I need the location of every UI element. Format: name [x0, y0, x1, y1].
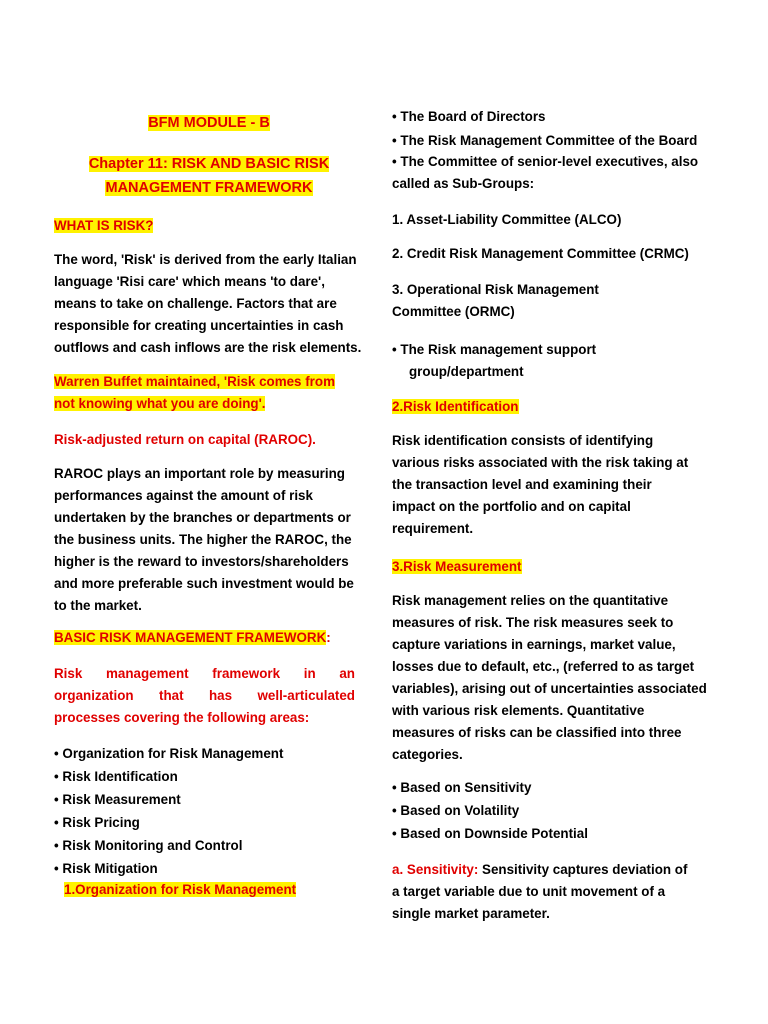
categories-list: [392, 777, 588, 846]
chapter-title: Chapter 11: RISK AND BASIC RISK MANAGEMENT FRAMEWORK: [88, 156, 330, 196]
what-is-risk-heading: WHAT IS RISK?: [54, 218, 154, 233]
board-list: [392, 106, 722, 174]
measure-paragraph: Risk management relies on the quantitative measures of risk. The risk measures seek to capture variations in earnings, market value, losses due to default, etc., (referred to as target variables), arising out of uncertainties associated with various risk elements. Quantitative measures of risks can be classified into three categories.: [392, 593, 707, 762]
list-item: • Based on Sensitivity: [392, 777, 588, 800]
ident-heading: 2.Risk Identification: [392, 399, 519, 414]
list-item: • Risk Measurement: [54, 789, 283, 812]
list-item: • Risk Pricing: [54, 812, 283, 835]
framework-paragraph: Risk management framework in an organization that has well-articulated processes covering the following areas:: [54, 666, 355, 725]
raroc-heading: Risk-adjusted return on capital (RAROC).: [54, 432, 316, 447]
committee-ormc: 3. Operational Risk Management Committee (ORMC): [392, 282, 599, 319]
sensitivity-paragraph: a. Sensitivity: Sensitivity captures deviation of a target variable due to unit movement of a single market parameter.: [392, 862, 688, 921]
list-item: • Organization for Risk Management: [54, 743, 283, 766]
committee-crmc: 2. Credit Risk Management Committee (CRMC): [392, 246, 689, 261]
support-group: • The Risk management support group/department: [392, 342, 597, 379]
list-item: • The Board of Directors: [392, 106, 722, 130]
list-item: • The Committee of senior-level executives, also: [392, 151, 722, 174]
framework-areas-list: [54, 743, 283, 881]
module-title: BFM MODULE - B: [148, 115, 270, 131]
ident-paragraph: Risk identification consists of identifying various risks associated with the risk taking at the transaction level and examining their impact on the portfolio and on capital requirement.: [392, 433, 689, 536]
list-item: • Risk Identification: [54, 766, 283, 789]
list-item: • Based on Volatility: [392, 800, 588, 823]
measure-heading: 3.Risk Measurement: [392, 559, 522, 574]
subgroups-line: called as Sub-Groups:: [392, 176, 535, 191]
list-item: • The Risk Management Committee of the Board: [392, 130, 722, 151]
buffet-quote: Warren Buffet maintained, 'Risk comes from not knowing what you are doing'.: [54, 374, 335, 411]
committee-alco: 1. Asset-Liability Committee (ALCO): [392, 212, 622, 227]
raroc-paragraph: RAROC plays an important role by measuring performances against the amount of risk undertaken by the branches or departments or the business units. The higher the RAROC, the higher is the reward to investors/shareholders and more preferable such investment would be to the market.: [54, 466, 354, 613]
list-item: • Risk Monitoring and Control: [54, 835, 283, 858]
list-item: • Risk Mitigation: [54, 858, 283, 881]
framework-heading: BASIC RISK MANAGEMENT FRAMEWORK:: [54, 630, 331, 645]
intro-paragraph: The word, 'Risk' is derived from the early Italian language 'Risi care' which means 'to dare', means to take on challenge. Factors that are responsible for creating uncertainties in cash outflows and cash inflows are the risk elements.: [54, 252, 362, 355]
list-item: • Based on Downside Potential: [392, 823, 588, 846]
org-heading: 1.Organization for Risk Management: [64, 882, 297, 897]
